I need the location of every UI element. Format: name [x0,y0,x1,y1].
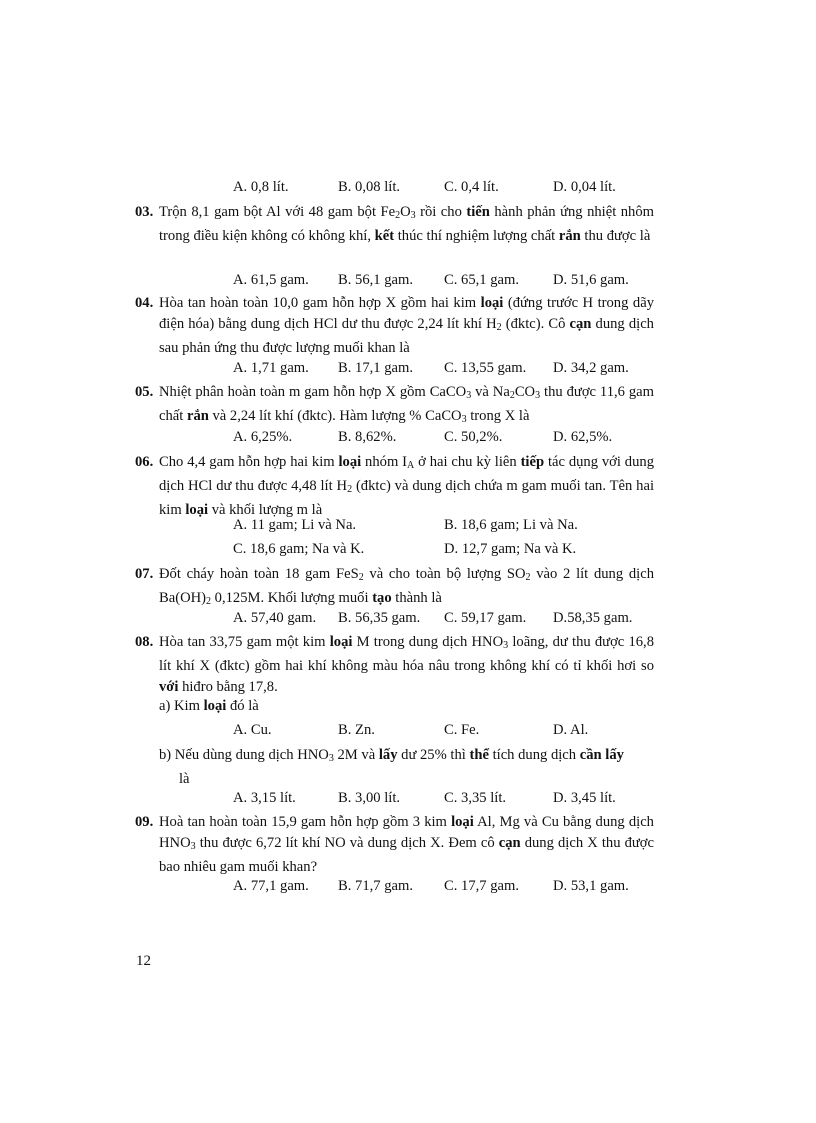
q02-option-d: D. 0,04 lít. [553,179,616,195]
question-number: 08. [135,634,154,650]
question-option: C. 17,7 gam. [444,878,519,894]
question-05-text: Nhiệt phân hoàn toàn m gam hỗn hợp X gồm CaCO$_3$ và $Na_2CO_3$ thu được 11,6 gam chất rắn và 2,24 lít khí (đktc). Hàm lượng % CaCO$_3$ trong X là [159,384,654,425]
question-option: D. 62,5%. [553,429,613,445]
question-option: B. 56,1 gam. [338,272,413,288]
question-option: A. 61,5 gam. [233,272,309,288]
question-option: C. 50,2%. [444,429,503,445]
question-number: 07. [135,566,154,582]
question-option: C. 3,35 lít. [444,790,507,806]
question-option: D. Al. [553,722,589,738]
question-number: 05. [135,384,154,400]
question-number: 03. [135,204,154,220]
question-option: A. 6,25%. [233,429,293,445]
question-number: 06. [135,454,154,470]
question-03-text: Trộn 8,1 gam bột Al với 48 gam bột $Fe_2O_3$ rồi cho tiến hành phản ứng nhiệt nhôm trong điều kiện không có không khí, kết thúc thí nghiệm lượng chất rắn thu được là [159,204,654,244]
question-number: 04. [135,295,154,311]
q02-option-b: B. 0,08 lít. [338,179,401,195]
q02-option-c: C. 0,4 lít. [444,179,499,195]
question-option: A. Cu. [233,722,272,738]
question-option: B. Zn. [338,722,375,738]
question-08-text: Hòa tan 33,75 gam một kim loại M trong dung dịch $HNO_3$ loãng, dư thu được 16,8 lít khí X (đktc) gồm hai khí không màu hóa nâu trong không khí có tỉ khối hơi so với hiđro bằng 17,8. [159,634,655,695]
question-07-text: Đốt cháy hoàn toàn 18 gam FeS$_2$ và cho toàn bộ lượng $SO_2$ vào 2 lít dung dịch $Ba(OH)_2$ 0,125M. Khối lượng muối tạo thành là [159,566,654,607]
question-option: A. 1,71 gam. [233,360,309,376]
question-09-text: Hoà tan hoàn toàn 15,9 gam hỗn hợp gồm 3 kim loại Al, Mg và Cu bằng dung dịch $HNO_3$ thu được 6,72 lít khí NO và dung dịch X. Đem cô cạn dung dịch X thu được bao nhiêu gam muối khan? [159,814,654,875]
question-option: C. 18,6 gam; Na và K. [233,541,365,557]
q02-option-a: A. 0,8 lít. [233,179,289,195]
question-option: D.58,35 gam. [553,610,633,626]
question-08-part-a: a) Kim loại đó là [159,698,259,714]
question-option: D. 51,6 gam. [553,272,629,288]
question-option: A. 57,40 gam. [233,610,317,626]
question-number: 09. [135,814,154,830]
question-option: A. 3,15 lít. [233,790,296,806]
question-option: B. 18,6 gam; Li và Na. [444,517,578,533]
question-option: C. 13,55 gam. [444,360,527,376]
question-option: B. 17,1 gam. [338,360,413,376]
question-08-part-b: b) Nếu dùng dung dịch $HNO_3$ 2M và lấy dư 25% thì thể tích dung dịch cần lấy là [159,747,624,787]
page-number: 12 [136,953,151,969]
question-option: C. 65,1 gam. [444,272,519,288]
question-option: B. 8,62%. [338,429,397,445]
question-option: C. 59,17 gam. [444,610,527,626]
question-option: D. 34,2 gam. [553,360,629,376]
question-option: B. 3,00 lít. [338,790,401,806]
question-06-text: Cho 4,4 gam hỗn hợp hai kim loại nhóm $I_A$ ở hai chu kỳ liên tiếp tác dụng với dung dịch HCl dư thu được 4,48 lít $H_2$ (đktc) và dung dịch chứa m gam muối tan. Tên hai kim loại và khối lượng m là [159,454,654,518]
question-option: A. 77,1 gam. [233,878,309,894]
question-option: D. 3,45 lít. [553,790,616,806]
question-option: B. 71,7 gam. [338,878,413,894]
question-option: A. 11 gam; Li và Na. [233,517,357,533]
question-option: D. 53,1 gam. [553,878,629,894]
question-04-text: Hòa tan hoàn toàn 10,0 gam hỗn hợp X gồm hai kim loại (đứng trước H trong dãy điện hóa) bằng dung dịch HCl dư thu được 2,24 lít khí $H_2$ (đktc). Cô cạn dung dịch sau phản ứng thu được lượng muối khan là [159,295,654,356]
question-option: C. Fe. [444,722,480,738]
question-option: D. 12,7 gam; Na và K. [444,541,577,557]
question-option: B. 56,35 gam. [338,610,421,626]
